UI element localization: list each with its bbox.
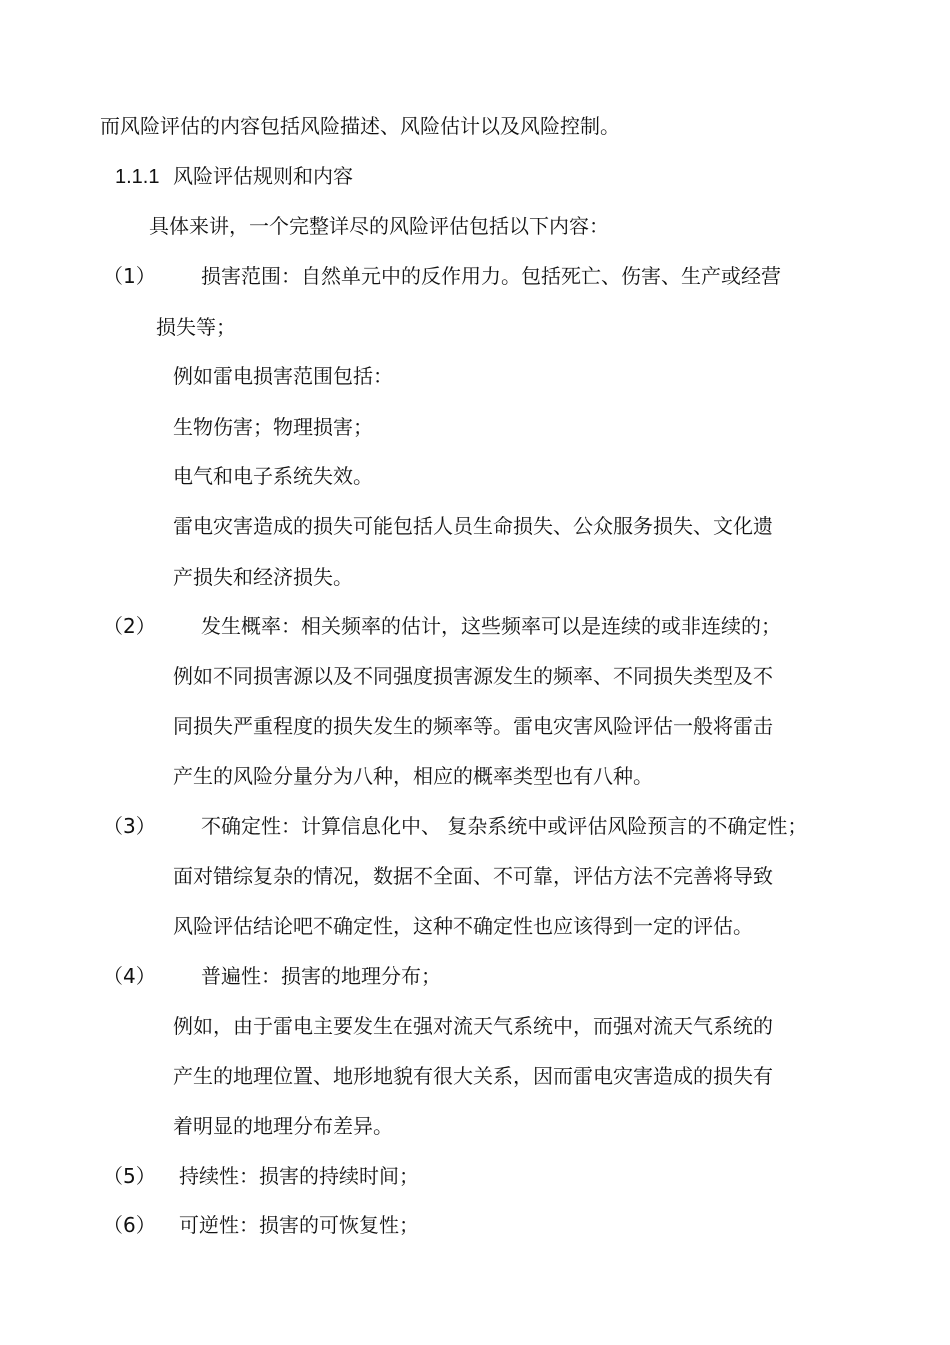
item-detail-line: 例如雷电损害范围包括：	[173, 364, 393, 388]
item-marker: （6）	[103, 1213, 156, 1237]
item-text: 发生概率：相关频率的估计，这些频率可以是连续的或非连续的；	[201, 614, 781, 638]
item-text: 可逆性：损害的可恢复性；	[179, 1213, 419, 1237]
item-marker: （3）	[103, 814, 156, 838]
item-detail-line: 电气和电子系统失效。	[173, 464, 373, 488]
lead-paragraph: 具体来讲，一个完整详尽的风险评估包括以下内容：	[149, 214, 609, 238]
section-number: 1.1.1	[115, 166, 160, 188]
item-detail-line: 风险评估结论吧不确定性，这种不确定性也应该得到一定的评估。	[173, 914, 753, 938]
item-text: 持续性：损害的持续时间；	[179, 1164, 419, 1188]
item-marker: （5）	[103, 1164, 156, 1188]
item-text: 普遍性：损害的地理分布；	[201, 964, 441, 988]
item-marker: （4）	[103, 964, 156, 988]
item-detail-line: 同损失严重程度的损失发生的频率等。雷电灾害风险评估一般将雷击	[173, 714, 773, 738]
item-text: 不确定性：计算信息化中、 复杂系统中或评估风险预言的不确定性；	[201, 814, 808, 838]
item-detail-line: 产损失和经济损失。	[173, 565, 353, 589]
intro-line: 而风险评估的内容包括风险描述、风险估计以及风险控制。	[100, 114, 620, 138]
item-text-continuation: 损失等；	[156, 315, 236, 339]
item-detail-line: 例如不同损害源以及不同强度损害源发生的频率、不同损失类型及不	[173, 664, 773, 688]
item-detail-line: 产生的地理位置、地形地貌有很大关系，因而雷电灾害造成的损失有	[173, 1064, 773, 1088]
item-detail-line: 雷电灾害造成的损失可能包括人员生命损失、公众服务损失、文化遗	[173, 514, 773, 538]
item-detail-line: 面对错综复杂的情况，数据不全面、不可靠，评估方法不完善将导致	[173, 864, 773, 888]
item-marker: （2）	[103, 614, 156, 638]
item-detail-line: 生物伤害；物理损害；	[173, 415, 373, 439]
item-detail-line: 产生的风险分量分为八种，相应的概率类型也有八种。	[173, 764, 653, 788]
section-title: 风险评估规则和内容	[173, 164, 353, 188]
item-marker: （1）	[103, 264, 156, 288]
item-detail-line: 例如，由于雷电主要发生在强对流天气系统中，而强对流天气系统的	[173, 1014, 773, 1038]
item-detail-line: 着明显的地理分布差异。	[173, 1114, 393, 1138]
item-text: 损害范围：自然单元中的反作用力。包括死亡、伤害、生产或经营	[201, 264, 781, 288]
